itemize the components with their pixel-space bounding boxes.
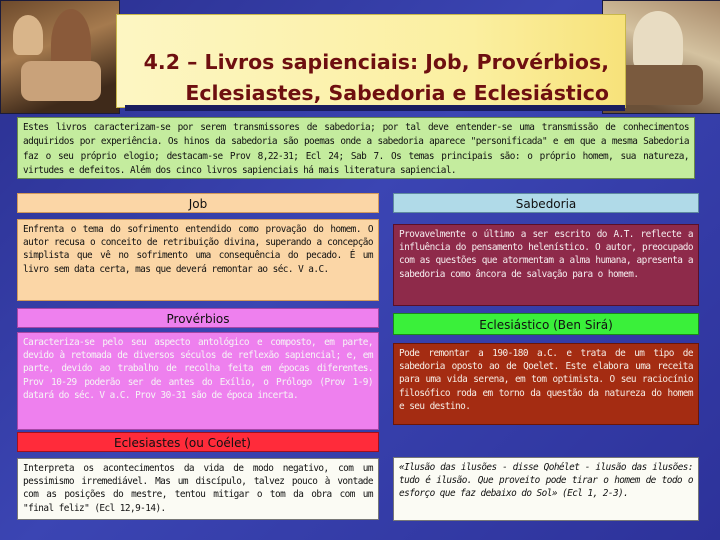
decorative-painting-left xyxy=(0,0,120,114)
page-title-line-2: Eclesiastes, Sabedoria e Eclesiástico xyxy=(185,81,609,105)
eclesiastes-heading: Eclesiastes (ou Coélet) xyxy=(17,432,379,452)
proverbios-description: Caracteriza-se pelo seu aspecto antológico e composto, em parte, devido à retomada de diversos séculos de reflexão sapiencial; e, em parte, devido ao trabalho de recolha feita em épocas diferentes. Prov 10-29 poderão ser de antes do Exílio, o Prólogo (Prov 1-9) datará do séc. V a.C. Prov 30-31 são de época incerta. xyxy=(17,332,379,430)
title-banner xyxy=(116,14,626,108)
page-title-line-1: 4.2 – Livros sapienciais: Job, Provérbios, xyxy=(143,50,609,74)
eclesiastico-heading: Eclesiástico (Ben Sirá) xyxy=(393,313,699,335)
job-description: Enfrenta o tema do sofrimento entendido como provação do homem. O autor recusa o conceito de retribuição divina, superando a concepção simplista que vê no sofrimento uma consequência do pecado. É um livro sem data certa, mas que deverá remontar ao séc. V a.C. xyxy=(17,219,379,301)
intro-paragraph: Estes livros caracterizam-se por serem transmissores de sabedoria; por tal deve entender-se uma transmissão de conhecimentos adquiridos por experiência. Os hinos da sabedoria são poemas onde a sabedoria aparece "personificada" e em que a mesma Sabedoria faz o seu próprio elogio; destacam-se Prov 8,22-31; Ecl 24; Sab 7. Os temas principais são: o próprio homem, sua natureza, virtudes e defeitos. Além dos cinco livros sapienciais há mais literatura sapiencial. xyxy=(17,117,695,179)
proverbios-heading: Provérbios xyxy=(17,308,379,328)
job-heading: Job xyxy=(17,193,379,213)
qohelet-quote: «Ilusão das ilusões - disse Qohélet - ilusão das ilusões: tudo é ilusão. Que proveito pode tirar o homem de todo o esforço que faz debaixo do Sol» (Ecl 1, 2-3). xyxy=(393,457,699,521)
eclesiastico-description: Pode remontar a 190-180 a.C. e trata de um tipo de sabedoria oposto ao de Qoelet. Este elabora uma receita para uma vida serena, em tom optimista. O seu raciocínio filosófico roda em torno da questão da natureza do homem e seu destino. xyxy=(393,343,699,425)
eclesiastes-description: Interpreta os acontecimentos da vida de modo negativo, com um pessimismo irremediável. Mas um discípulo, talvez pouco à vontade com as posições do mestre, tentou mitigar o tom da obra com um "final feliz" (Ecl 12,9-14). xyxy=(17,458,379,520)
page-title xyxy=(117,47,609,109)
sabedoria-description: Provavelmente o último a ser escrito do A.T. reflecte a influência do pensamento helenístico. O autor, preocupado com as questões que atormentam a alma humana, apresenta a sabedoria como âncora de salvação para o homem. xyxy=(393,224,699,306)
sabedoria-heading: Sabedoria xyxy=(393,193,699,213)
